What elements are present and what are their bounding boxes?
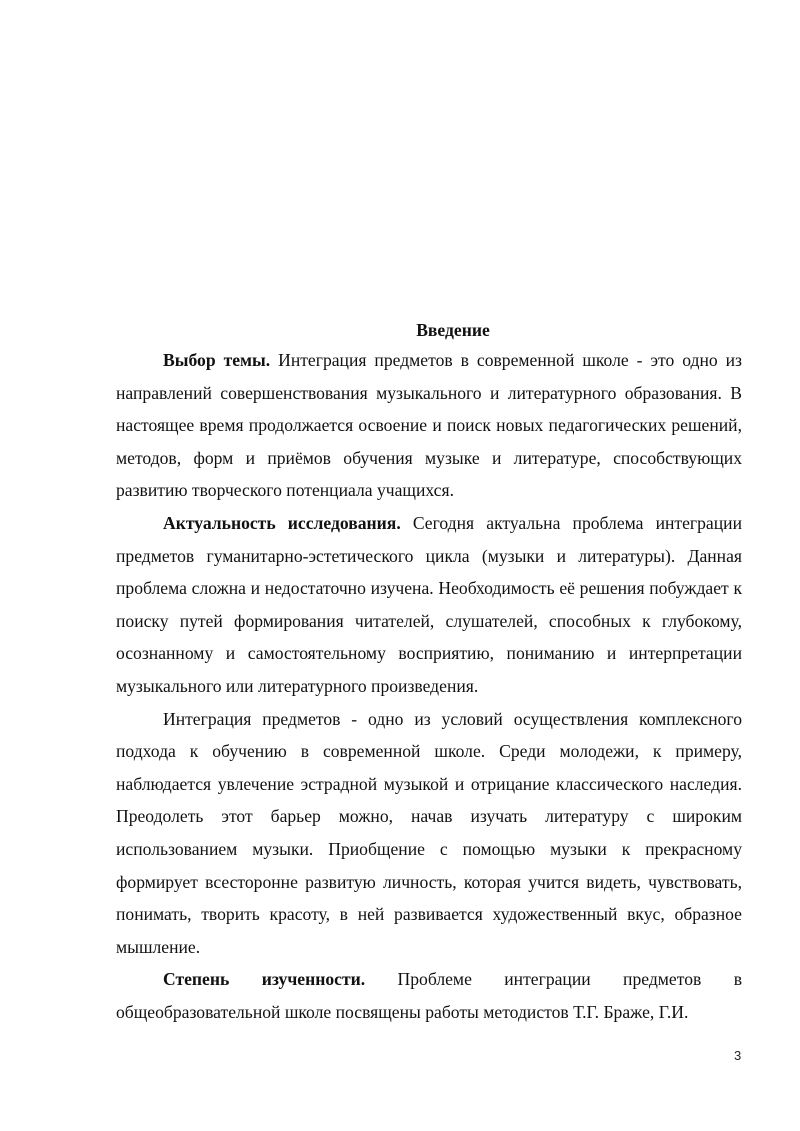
- paragraph-text: Сегодня актуальна проблема интеграции предметов гуманитарно-эстетического цикла (музыки и литературы). Данная проблема сложна и недостаточно изучена. Необходимость её решения побуждает к поиску путей формирования читателей, слушателей, способных к глубокому, осознанному и самостоятельному восприятию, пониманию и интерпретации музыкального или литературного произведения.: [116, 512, 742, 696]
- paragraph-lead: Выбор темы.: [163, 350, 271, 370]
- paragraph-text: Интеграция предметов - одно из условий осуществления комплексного подхода к обучению в современной школе. Среди молодежи, к примеру, наблюдается увлечение эстрадной музыкой и отрицание классического наследия. Преодолеть этот барьер можно, начав изучать литературу с широким использованием музыки. Приобщение с помощью музыки к прекрасному формирует всесторонне развитую личность, которая учится видеть, чувствовать, понимать, творить красоту, в ней развивается художественный вкус, образное мышление.: [116, 708, 742, 957]
- paragraph-integration: [116, 703, 742, 964]
- paragraph-study-degree: [116, 963, 742, 1028]
- paragraph-text: Интеграция предметов в современной школе - это одно из направлений совершенствования музыкального и литературного образования. В настоящее время продолжается освоение и поиск новых педагогических решений, методов, форм и приёмов обучения музыке и литературе, способствующих развитию творческого потенциала учащихся.: [116, 350, 743, 501]
- paragraph-text: Проблеме интеграции предметов в общеобразовательной школе посвящены работы методистов Т.Г. Браже, Г.И.: [116, 969, 743, 1022]
- paragraph-lead: Актуальность исследования.: [163, 512, 401, 533]
- paragraph-relevance: [116, 507, 742, 703]
- page-number: 3: [734, 1048, 742, 1063]
- document-body: [116, 316, 742, 1028]
- paragraph-lead: Степень изученности.: [163, 969, 366, 990]
- paragraph-topic-choice: [116, 344, 742, 507]
- section-heading: Введение: [416, 320, 490, 340]
